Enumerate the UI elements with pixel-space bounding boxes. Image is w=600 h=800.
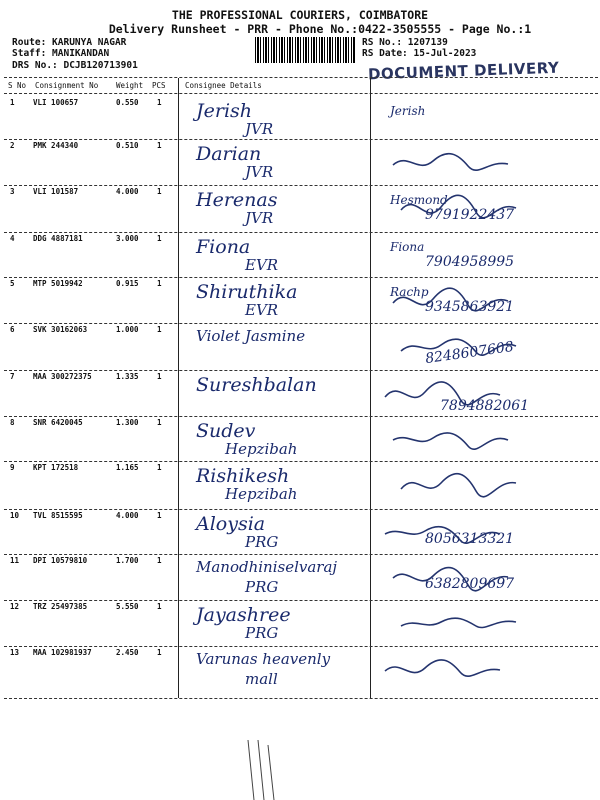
receiver-phone: 9345863921 [425,299,515,315]
row-consignment-no: SVK 30162063 [33,325,88,334]
consignee-area: EVR [245,301,279,319]
receiver-phone: 8056313321 [425,531,515,547]
row-divider [4,277,598,278]
row-sno: 7 [10,372,15,381]
consignee-name: Aloysia [196,513,266,535]
row-divider [4,232,598,233]
row-pcs: 1 [157,602,162,611]
col-pcs: PCS [152,81,166,90]
row-weight: 0.550 [116,98,139,107]
signature-scribble [380,374,510,414]
staff-label: Staff: MANIKANDAN [12,48,110,59]
row-consignment-no: DPI 10579810 [33,556,88,565]
consignee-name: Varunas heavenly [196,650,331,668]
row-sno: 6 [10,325,15,334]
row-consignment-no: SNR 6420045 [33,418,83,427]
col-sno: S No [8,81,27,90]
row-divider [4,461,598,462]
drs-number: DRS No.: DCJB120713901 [12,60,138,71]
consignee-name: Darian [196,143,262,165]
row-divider [4,323,598,324]
receiver-name: Hesmond [390,193,448,207]
consignee-name: Rishikesh [196,465,290,487]
col-weight: Weight [116,81,144,90]
row-pcs: 1 [157,279,162,288]
row-sno: 11 [10,556,20,565]
row-pcs: 1 [157,234,162,243]
row-sno: 1 [10,98,15,107]
receiver-name: Jerish [390,104,426,118]
row-weight: 3.000 [116,234,139,243]
row-weight: 1.335 [116,372,139,381]
signature-scribble [380,650,510,690]
row-pcs: 1 [157,98,162,107]
consignee-name: Sureshbalan [196,374,317,396]
row-sno: 3 [10,187,15,196]
signature-scribble [396,465,526,505]
row-weight: 1.000 [116,325,139,334]
row-pcs: 1 [157,511,162,520]
row-divider [4,509,598,510]
row-divider [4,646,598,647]
row-consignment-no: DDG 4887181 [33,234,83,243]
row-divider [4,600,598,601]
receiver-phone: 7904958995 [425,254,515,270]
row-pcs: 1 [157,141,162,150]
rs-number: RS No.: 1207139 [362,37,448,48]
row-divider [4,370,598,371]
row-sno: 12 [10,602,20,611]
row-weight: 1.700 [116,556,139,565]
consignee-area: JVR [245,163,274,181]
row-consignment-no: TRZ 25497385 [33,602,88,611]
signature-scribble [388,281,518,321]
row-weight: 2.450 [116,648,139,657]
row-weight: 4.000 [116,511,139,520]
document-delivery-stamp: DOCUMENT DELIVERY [367,58,560,84]
barcode [255,37,355,63]
row-sno: 9 [10,463,15,472]
col-consignee: Consignee Details [185,81,262,90]
row-sno: 8 [10,418,15,427]
receiver-phone: 9791922437 [425,207,515,223]
row-pcs: 1 [157,325,162,334]
consignee-name: Jayashree [196,604,291,626]
receiver-phone: 7894882061 [440,398,530,414]
signature-scribble [380,513,510,553]
consignee-name: Violet Jasmine [196,327,306,345]
row-consignment-no: VLI 101587 [33,187,79,196]
signature-scribble [396,604,526,644]
consignee-area: EVR [245,256,279,274]
receiver-phone: 6382809697 [425,576,515,592]
consignee-area: Hepzibah [225,440,298,458]
row-consignment-no: VLI 100657 [33,98,79,107]
consignee-name: Herenas [196,189,278,211]
row-divider [4,416,598,417]
row-divider [4,139,598,140]
row-weight: 5.550 [116,602,139,611]
signature-scribble [388,420,518,460]
signature-scribble [396,327,526,367]
row-sno: 10 [10,511,20,520]
row-divider [4,698,598,699]
row-pcs: 1 [157,187,162,196]
consignee-area: PRG [245,533,279,551]
receiver-phone: 8248607608 [424,338,515,368]
row-sno: 2 [10,141,15,150]
row-pcs: 1 [157,372,162,381]
consignee-area: PRG [245,578,279,596]
signature-scribble [388,558,518,598]
row-weight: 1.300 [116,418,139,427]
row-consignment-no: PMK 244340 [33,141,79,150]
receiver-name: Fiona [390,240,425,254]
column-rule-left [178,78,179,698]
column-rule-right [370,78,371,698]
row-pcs: 1 [157,556,162,565]
signature-scribble [388,143,518,183]
row-consignment-no: KPT 172518 [33,463,79,472]
col-consignment: Consignment No [35,81,99,90]
row-sno: 5 [10,279,15,288]
row-sno: 4 [10,234,15,243]
signature-scribble [396,189,526,229]
consignee-area: mall [245,670,278,688]
consignee-name: Sudev [196,420,256,442]
row-weight: 4.000 [116,187,139,196]
row-consignment-no: MTP 5019942 [33,279,83,288]
consignee-name: Jerish [196,100,253,122]
row-weight: 0.510 [116,141,139,150]
consignee-area: JVR [245,209,274,227]
route-label: Route: KARUNYA NAGAR [12,37,127,48]
scan-marks [240,740,300,800]
consignee-area: JVR [245,120,274,138]
consignee-area: PRG [245,624,279,642]
header-divider [4,77,598,78]
row-pcs: 1 [157,648,162,657]
runsheet-subtitle: Delivery Runsheet - PRR - Phone No.:0422-3505555 - Page No.:1 [108,22,532,36]
company-title: THE PROFESSIONAL COURIERS, COIMBATORE [171,8,429,22]
row-pcs: 1 [157,418,162,427]
receiver-name: Rachp [390,285,429,299]
consignee-area: Hepzibah [225,485,298,503]
row-consignment-no: MAA 300272375 [33,372,92,381]
consignee-name: Manodhiniselvaraj [196,558,338,576]
row-divider [4,185,598,186]
row-weight: 1.165 [116,463,139,472]
consignee-name: Fiona [196,236,251,258]
row-weight: 0.915 [116,279,139,288]
column-divider [4,93,598,94]
rs-date: RS Date: 15-Jul-2023 [362,48,477,59]
row-sno: 13 [10,648,20,657]
row-consignment-no: TVL 8515595 [33,511,83,520]
row-divider [4,554,598,555]
row-pcs: 1 [157,463,162,472]
consignee-name: Shiruthika [196,281,298,303]
row-consignment-no: MAA 102981937 [33,648,92,657]
